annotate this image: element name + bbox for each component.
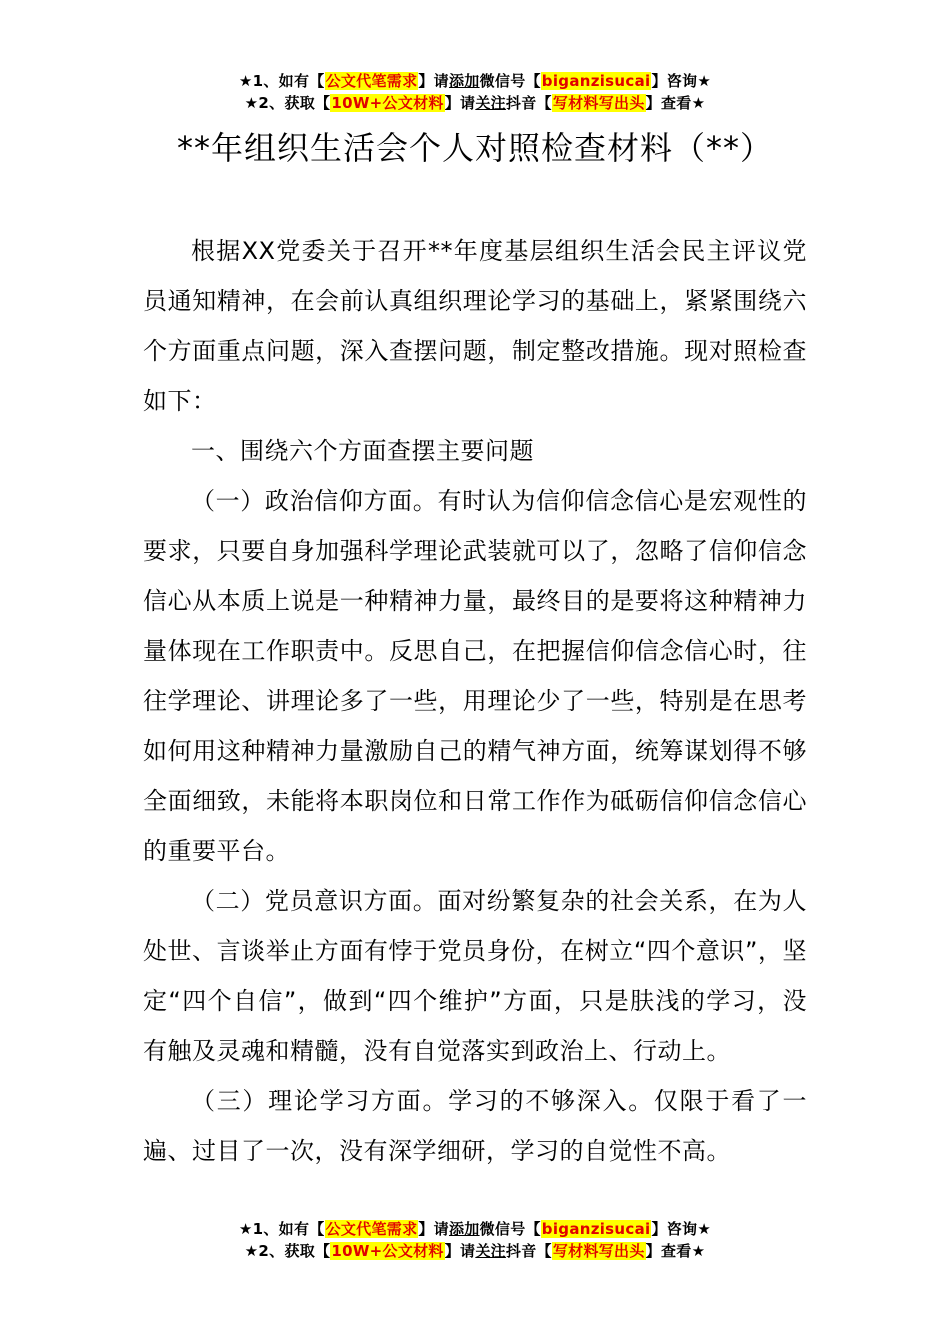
- promo-text: 】咨询★: [651, 1220, 712, 1238]
- promo-underlined: 添加: [448, 72, 480, 90]
- highlight-wechat-id: biganzisucai: [541, 72, 651, 90]
- document-body: [143, 226, 807, 1176]
- promo-text: 】请: [418, 72, 449, 90]
- promo-text: 】请: [444, 94, 476, 112]
- promo-text: 抖音【: [505, 1242, 552, 1260]
- promo-text: 微信号【: [479, 1220, 541, 1238]
- document-title: **年组织生活会个人对照检查材料（**）: [176, 129, 773, 167]
- promo-text: 】查看★: [645, 94, 706, 112]
- promo-text: ★1、如有【: [238, 1220, 325, 1238]
- highlight-douyin: 写材料写出头: [552, 94, 645, 112]
- promo-text: 】请: [418, 1220, 449, 1238]
- promo-text: 】请: [444, 1242, 476, 1260]
- highlight-service: 公文代笔需求: [325, 72, 418, 90]
- highlight-materials: 10W+公文材料: [331, 94, 444, 112]
- promo-line-2: [0, 92, 950, 114]
- promo-text: 】查看★: [645, 1242, 706, 1260]
- promo-text: ★2、获取【: [244, 94, 331, 112]
- paragraph-theory-study: （三）理论学习方面。学习的不够深入。仅限于看了一遍、过目了一次，没有深学细研，学习的自觉性不高。: [143, 1087, 807, 1165]
- highlight-service: 公文代笔需求: [325, 1220, 418, 1238]
- promo-line-1: [0, 70, 950, 92]
- paragraph-political-belief: （一）政治信仰方面。有时认为信仰信念信心是宏观性的要求，只要自身加强科学理论武装就可以了，忽略了信仰信念信心从本质上说是一种精神力量，最终目的是要将这种精神力量体现在工作职责中。反思自己，在把握信仰信念信心时，往往学理论、讲理论多了一些，用理论少了一些，特别是在思考如何用这种精神力量激励自己的精气神方面，统筹谋划得不够全面细致，未能将本职岗位和日常工作作为砥砺信仰信念信心的重要平台。: [143, 487, 807, 865]
- promo-line-2: [0, 1240, 950, 1262]
- promo-banner-bottom: [0, 1218, 950, 1262]
- promo-text: ★1、如有【: [238, 72, 325, 90]
- paragraph-intro: 根据XX党委关于召开**年度基层组织生活会民主评议党员通知精神，在会前认真组织理论学习的基础上，紧紧围绕六个方面重点问题，深入查摆问题，制定整改措施。现对照检查如下：: [143, 237, 807, 415]
- paragraph-party-awareness: （二）党员意识方面。面对纷繁复杂的社会关系，在为人处世、言谈举止方面有悖于党员身份，在树立“四个意识”，坚定“四个自信”，做到“四个维护”方面，只是肤浅的学习，没有触及灵魂和精髓，没有自觉落实到政治上、行动上。: [143, 887, 807, 1065]
- promo-text: 微信号【: [479, 72, 541, 90]
- promo-line-1: [0, 1218, 950, 1240]
- promo-text: ★2、获取【: [244, 1242, 331, 1260]
- promo-underlined: 关注: [475, 1242, 506, 1260]
- promo-banner-top: [0, 70, 950, 114]
- highlight-materials: 10W+公文材料: [331, 1242, 444, 1260]
- promo-text: 抖音【: [505, 94, 552, 112]
- section-heading-1: 一、围绕六个方面查摆主要问题: [191, 437, 534, 465]
- promo-text: 】咨询★: [651, 72, 712, 90]
- highlight-wechat-id: biganzisucai: [541, 1220, 651, 1238]
- promo-underlined: 关注: [475, 94, 506, 112]
- promo-underlined: 添加: [448, 1220, 480, 1238]
- highlight-douyin: 写材料写出头: [552, 1242, 645, 1260]
